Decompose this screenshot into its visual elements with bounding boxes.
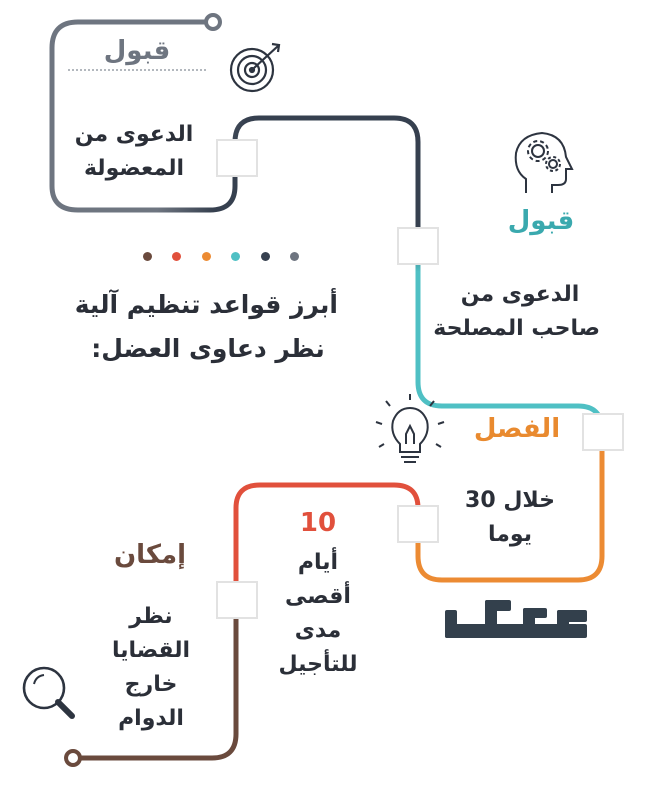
step-4-body-line-1: أيام	[297, 550, 339, 575]
color-dot	[290, 252, 299, 261]
step-4-body-line-3: مدى	[294, 618, 342, 643]
step-4-body-line-2: أقصى	[285, 584, 351, 609]
connector-square	[217, 140, 257, 176]
color-dot	[143, 252, 152, 261]
okaz-logo	[445, 600, 587, 638]
heading-line-1: أبرز قواعد تنظيم آلية	[74, 290, 338, 319]
step-1-body-line-2: المعضولة	[83, 156, 185, 181]
step-5-title: إمكان	[113, 540, 187, 570]
step-3-title: الفصل	[473, 414, 561, 444]
connector-square	[398, 506, 438, 542]
color-dots	[143, 252, 299, 264]
connector-square	[217, 582, 257, 618]
step-4-title: 10	[299, 508, 337, 538]
color-dot	[202, 252, 211, 261]
color-dot	[261, 252, 270, 261]
step-1-body-line-1: الدعوى من	[74, 122, 194, 147]
connector-square	[583, 414, 623, 450]
connector-square	[398, 228, 438, 264]
path-start-node	[206, 15, 220, 29]
path-end-node	[66, 751, 80, 765]
step-2-body-line-1: الدعوى من	[460, 282, 580, 307]
step-5-body-line-3: خارج	[124, 672, 178, 697]
step-3-body-line-2: يوما	[488, 522, 532, 547]
step-5-body-line-1: نظر	[129, 604, 173, 629]
heading-line-2: نظر دعاوى العضل:	[91, 334, 325, 363]
step-5-body-line-4: الدوام	[118, 706, 184, 731]
step-2-body-line-2: صاحب المصلحة	[433, 316, 600, 341]
head-gears-icon	[516, 133, 572, 193]
step-3-body-line-1: خلال 30	[465, 488, 555, 513]
step-5-body-line-2: القضايا	[111, 638, 191, 663]
target-icon	[231, 44, 279, 91]
color-dot	[172, 252, 181, 261]
step-4-body-line-4: للتأجيل	[278, 652, 358, 677]
step-1-title: قبول	[103, 36, 171, 66]
step-2-title: قبول	[507, 206, 575, 236]
color-dot	[231, 252, 240, 261]
magnifier-icon	[24, 668, 72, 716]
